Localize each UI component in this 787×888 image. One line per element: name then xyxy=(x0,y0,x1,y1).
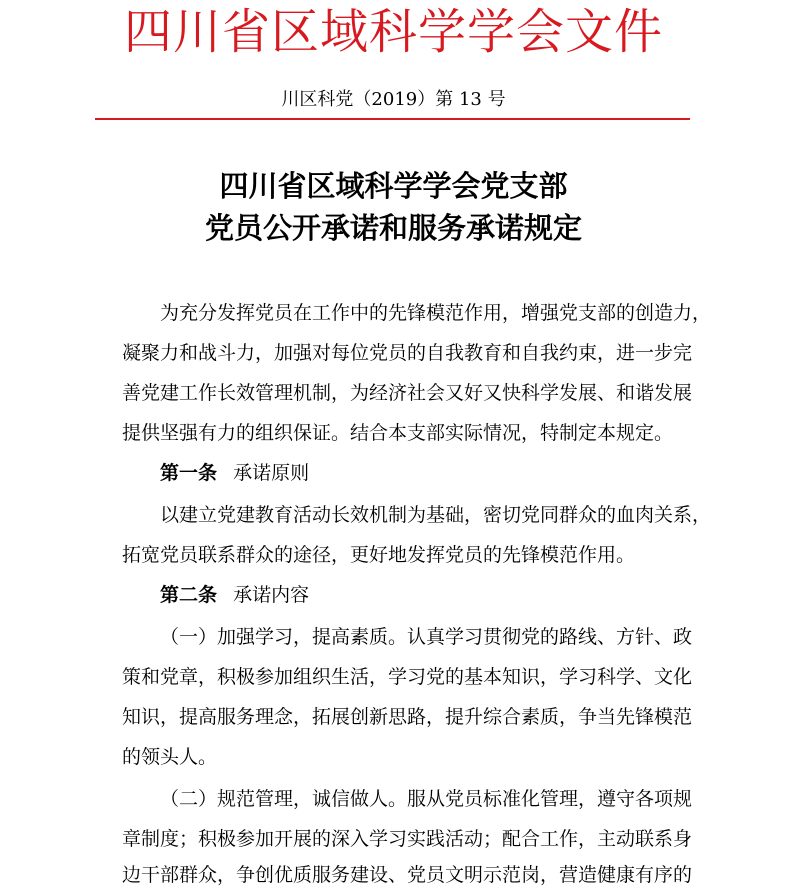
document-number: 川区科党（2019）第 13 号 xyxy=(281,89,506,110)
article-1-line-1: 以建立党建教育活动长效机制为基础，密切党同群众的血肉关系， xyxy=(160,504,712,526)
article-2-heading xyxy=(160,582,309,608)
article-1-title: 承诺原则 xyxy=(233,462,310,484)
red-divider-line xyxy=(95,118,690,120)
masthead-title: 四川省区域科学学会文件 xyxy=(123,4,663,60)
document-title-line-2: 党员公开承诺和服务承诺规定 xyxy=(204,211,582,245)
article-1-heading xyxy=(160,460,309,486)
document-title-line-1: 四川省区域科学学会党支部 xyxy=(219,169,568,203)
intro-line-2: 凝聚力和战斗力，加强对每位党员的自我教育和自我约束，进一步完 xyxy=(122,342,693,364)
article-1-line-2: 拓宽党员联系群众的途径，更好地发挥党员的先锋模范作用。 xyxy=(122,544,636,566)
intro-line-1: 为充分发挥党员在工作中的先锋模范作用，增强党支部的创造力， xyxy=(160,302,712,324)
intro-line-4: 提供坚强有力的组织保证。结合本支部实际情况，特制定本规定。 xyxy=(122,422,674,444)
article-2-number: 第二条 xyxy=(160,584,218,606)
article-2-item-2-line-1: （二）规范管理，诚信做人。服从党员标准化管理，遵守各项规 xyxy=(160,788,693,810)
article-2-item-2-line-2: 章制度；积极参加开展的深入学习实践活动；配合工作，主动联系身 xyxy=(122,828,693,850)
article-2-item-1-line-3: 知识，提高服务理念，拓展创新思路，提升综合素质，争当先锋模范 xyxy=(122,706,693,728)
article-2-item-1-line-4: 的领头人。 xyxy=(122,746,218,768)
article-2-title: 承诺内容 xyxy=(233,584,310,606)
intro-line-3: 善党建工作长效管理机制，为经济社会又好又快科学发展、和谐发展 xyxy=(122,382,693,404)
article-2-item-1-line-1: （一）加强学习，提高素质。认真学习贯彻党的路线、方针、政 xyxy=(160,626,693,648)
article-2-item-1-line-2: 策和党章，积极参加组织生活，学习党的基本知识，学习科学、文化 xyxy=(122,666,693,688)
article-2-item-2-line-3: 边干部群众，争创优质服务建设、党员文明示范岗，营造健康有序的 xyxy=(122,864,693,886)
article-1-number: 第一条 xyxy=(160,462,218,484)
